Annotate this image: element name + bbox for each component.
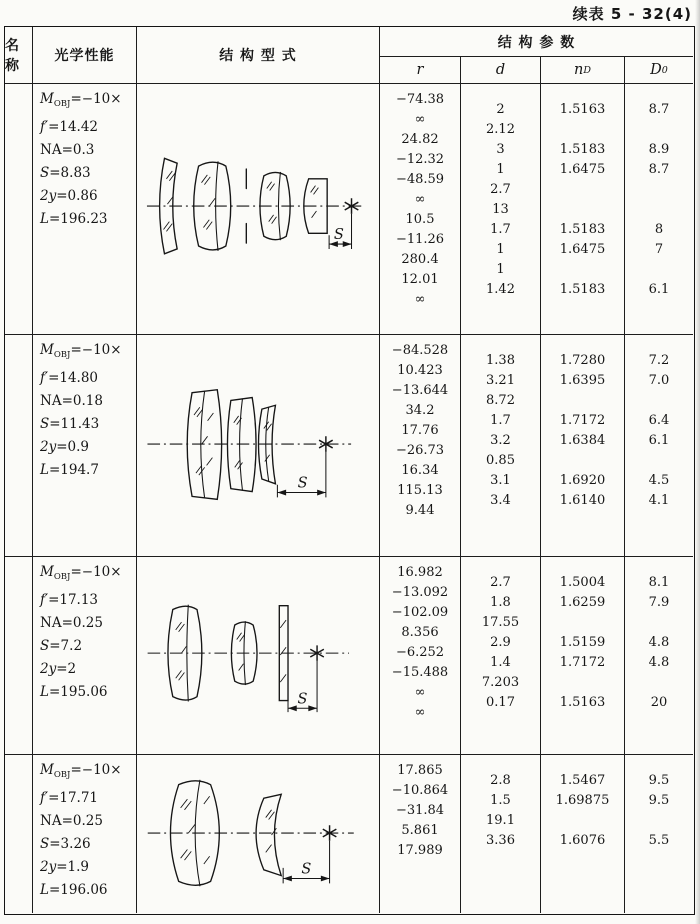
spec-value: =17.13: [48, 592, 99, 608]
param-value-D0: 4.1: [648, 493, 670, 508]
header-col-r: [379, 56, 460, 83]
param-col-D0: [624, 556, 693, 754]
param-value-D0: 7.0: [648, 373, 670, 388]
param-value-nD: 1.5467: [559, 773, 606, 788]
spec-variable: S: [40, 836, 50, 852]
spec-variable: f′: [40, 119, 49, 135]
param-value-r: −12.32: [395, 152, 445, 167]
param-value-d: 1.5: [490, 793, 511, 808]
spec-line: [40, 879, 134, 902]
spec-value: =0.25: [61, 813, 103, 829]
s-label: S: [301, 861, 312, 878]
optical-specs: [32, 83, 136, 334]
spec-variable: f′: [40, 790, 49, 806]
param-value-r: 10.423: [397, 363, 443, 378]
param-value-d: 1.8: [490, 595, 511, 610]
param-value-nD: 1.6475: [559, 162, 606, 177]
param-value-nD: [541, 180, 624, 200]
param-value-nD: [541, 613, 624, 633]
spec-value: =14.80: [48, 370, 99, 386]
spec-variable: 2y: [40, 859, 57, 875]
param-value-D0: [625, 451, 693, 471]
param-value-nD: 1.7172: [559, 655, 606, 670]
spec-line: [40, 635, 134, 658]
spec-variable: M: [40, 342, 54, 358]
s-dimension: [329, 214, 351, 249]
param-value-nD: 1.6920: [559, 473, 606, 488]
param-value-D0: 7.9: [648, 595, 670, 610]
param-value-d: 3.21: [486, 373, 515, 388]
spec-variable: S: [40, 165, 50, 181]
param-value-d: 13: [492, 202, 509, 217]
header-col-d0-sub: 0: [661, 64, 668, 76]
param-value-d: 3: [496, 142, 505, 157]
param-col-D0: [624, 334, 693, 556]
param-value-D0: 4.8: [648, 655, 670, 670]
param-value-r: 34.2: [405, 403, 435, 418]
param-value-r: −31.84: [395, 803, 445, 818]
param-value-r: 16.982: [397, 565, 443, 580]
header-col-nd-sub: D: [583, 64, 591, 76]
param-value-r: 280.4: [401, 252, 439, 267]
spec-value: =0.9: [56, 439, 89, 455]
param-value-r: 17.865: [397, 763, 443, 778]
param-value-nD: 1.6076: [559, 833, 606, 848]
spec-variable-subscript: OBJ: [53, 770, 71, 780]
param-value-nD: 1.6395: [559, 373, 606, 388]
spec-line: [40, 612, 134, 635]
spec-line: [40, 561, 134, 589]
param-col-r: [379, 334, 460, 556]
page-title: 续表 5 - 32(4): [572, 5, 692, 23]
lens-diagram: [136, 556, 379, 754]
name-cell: [5, 754, 32, 913]
param-value-nD: 1.7280: [559, 353, 606, 368]
spec-variable: 2y: [40, 661, 57, 677]
param-value-nD: 1.5159: [559, 635, 606, 650]
header-col-nd-label: n: [574, 62, 584, 78]
param-value-d: 2.12: [486, 122, 515, 137]
optical-specs: [32, 754, 136, 913]
header-optical-performance: 光学性能: [32, 27, 136, 83]
param-value-D0: [625, 613, 693, 633]
spec-variable-subscript: OBJ: [53, 572, 71, 582]
param-value-r: ∞: [414, 705, 426, 720]
spec-value: =−10×: [70, 342, 122, 358]
spec-variable: 2y: [40, 188, 57, 204]
spec-variable: M: [40, 91, 54, 107]
param-value-D0: 4.8: [648, 635, 670, 650]
param-value-nD: 1.5004: [559, 575, 606, 590]
name-cell: [5, 556, 32, 754]
spec-line: [40, 436, 134, 459]
param-value-r: −11.26: [395, 232, 445, 247]
param-value-r: −102.09: [391, 605, 449, 620]
lens-diagram: [136, 83, 379, 334]
param-value-nD: 1.6475: [559, 242, 606, 257]
param-value-D0: 8.7: [648, 102, 670, 117]
header-col-d0-label: D: [650, 62, 662, 78]
param-col-nD: [540, 83, 624, 334]
param-value-d: 3.36: [486, 833, 515, 848]
param-value-d: 3.4: [490, 493, 511, 508]
param-value-d: 2.7: [490, 182, 511, 197]
param-value-nD: [541, 200, 624, 220]
param-value-D0: 8: [654, 222, 664, 237]
header-col-nd: [540, 56, 624, 83]
param-value-nD: [541, 391, 624, 411]
param-col-d: [460, 334, 540, 556]
param-col-nD: [540, 556, 624, 754]
s-dimension: [288, 660, 317, 711]
param-value-D0: [625, 391, 693, 411]
spec-variable-subscript: OBJ: [53, 350, 71, 360]
param-value-D0: [625, 180, 693, 200]
spec-value: =0.25: [61, 615, 103, 631]
spec-value: =0.3: [61, 142, 95, 158]
name-cell: [5, 83, 32, 334]
param-value-r: −10.864: [391, 783, 449, 798]
param-value-D0: 6.4: [648, 413, 670, 428]
param-value-D0: [625, 260, 693, 280]
param-value-d: 2.9: [490, 635, 511, 650]
spec-variable: f′: [40, 370, 49, 386]
param-value-D0: [625, 811, 693, 831]
param-col-D0: [624, 754, 693, 913]
spec-variable: f′: [40, 592, 49, 608]
s-label: S: [297, 690, 308, 707]
spec-variable: M: [40, 564, 54, 580]
name-cell: [5, 334, 32, 556]
spec-line: [40, 856, 134, 879]
spec-value: =14.42: [48, 119, 99, 135]
param-col-r: [379, 83, 460, 334]
spec-value: =3.26: [49, 836, 91, 852]
spec-variable: NA: [40, 393, 62, 409]
spec-value: =195.06: [48, 684, 108, 700]
param-value-d: 7.203: [481, 675, 520, 690]
param-value-d: 1: [496, 242, 505, 257]
param-value-r: −6.252: [395, 645, 445, 660]
spec-value: =196.06: [48, 882, 108, 898]
param-value-D0: 8.7: [648, 162, 670, 177]
spec-variable: NA: [40, 813, 62, 829]
spec-line: [40, 185, 134, 208]
param-value-nD: [541, 260, 624, 280]
spec-line: [40, 413, 134, 436]
spec-line: [40, 208, 134, 231]
param-value-d: 2.8: [490, 773, 511, 788]
lens-structure-svg: [145, 595, 371, 717]
param-value-r: −26.73: [395, 443, 445, 458]
param-value-D0: 5.5: [648, 833, 670, 848]
param-value-d: 1.7: [490, 413, 511, 428]
scan-edge-shadow: [695, 0, 700, 924]
spec-value: =2: [56, 661, 77, 677]
spec-variable: 2y: [40, 439, 57, 455]
spec-value: =7.2: [49, 638, 83, 654]
param-value-d: 8.72: [486, 393, 515, 408]
param-value-r: ∞: [414, 192, 426, 207]
spec-line: [40, 833, 134, 856]
param-value-r: 24.82: [401, 132, 439, 147]
spec-value: =−10×: [70, 91, 122, 107]
spec-line: [40, 681, 134, 704]
param-value-d: 1: [496, 162, 505, 177]
spec-line: [40, 459, 134, 482]
spec-value: =17.71: [48, 790, 99, 806]
param-value-nD: 1.7172: [559, 413, 606, 428]
param-col-d: [460, 83, 540, 334]
spec-value: =194.7: [48, 462, 99, 478]
param-col-d: [460, 556, 540, 754]
param-value-r: 17.989: [397, 843, 443, 858]
spec-value: =0.86: [56, 188, 98, 204]
param-value-r: 10.5: [405, 212, 435, 227]
param-col-r: [379, 754, 460, 913]
param-value-d: 1.42: [486, 282, 515, 297]
param-value-nD: 1.69875: [555, 793, 610, 808]
header-col-d: [460, 56, 540, 83]
spec-line: [40, 759, 134, 787]
param-value-D0: 8.9: [648, 142, 670, 157]
param-value-D0: 4.5: [648, 473, 670, 488]
param-value-d: 3.2: [490, 433, 511, 448]
spec-line: [40, 390, 134, 413]
param-value-D0: [625, 120, 693, 140]
param-value-r: ∞: [414, 292, 426, 307]
param-value-D0: 9.5: [648, 793, 670, 808]
param-value-d: 2: [496, 102, 505, 117]
param-value-nD: 1.5183: [559, 222, 606, 237]
param-col-D0: [624, 83, 693, 334]
param-value-nD: 1.5183: [559, 282, 606, 297]
param-value-r: −48.59: [395, 172, 445, 187]
param-value-D0: [625, 673, 693, 693]
spec-variable: S: [40, 638, 50, 654]
param-value-r: −15.488: [391, 665, 449, 680]
param-value-nD: 1.6384: [559, 433, 606, 448]
param-value-D0: 9.5: [648, 773, 670, 788]
param-value-nD: [541, 673, 624, 693]
param-value-d: 2.7: [490, 575, 511, 590]
spec-variable: M: [40, 762, 54, 778]
table: [4, 26, 695, 915]
s-dimension: [283, 841, 329, 884]
param-value-r: 9.44: [405, 503, 435, 518]
spec-variable: L: [40, 882, 49, 898]
param-value-nD: [541, 811, 624, 831]
param-value-r: −84.528: [391, 343, 449, 358]
param-value-D0: 7: [654, 242, 664, 257]
spec-line: [40, 116, 134, 139]
spec-line: [40, 658, 134, 681]
param-value-D0: 6.1: [648, 282, 670, 297]
optical-specs: [32, 556, 136, 754]
param-col-nD: [540, 334, 624, 556]
spec-value: =−10×: [70, 564, 122, 580]
optical-specs: [32, 334, 136, 556]
spec-variable: NA: [40, 142, 62, 158]
param-value-nD: 1.6259: [559, 595, 606, 610]
param-value-r: 17.76: [401, 423, 439, 438]
param-value-r: −13.092: [391, 585, 449, 600]
header-name: 名称: [5, 38, 20, 74]
spec-line: [40, 162, 134, 185]
param-value-nD: 1.5163: [559, 695, 606, 710]
param-value-d: 3.1: [490, 473, 511, 488]
spec-line: [40, 139, 134, 162]
spec-line: [40, 787, 134, 810]
param-value-r: 115.13: [397, 483, 443, 498]
param-value-d: 19.1: [486, 813, 515, 828]
header-structure-type: 结 构 型 式: [136, 27, 379, 83]
spec-line: [40, 589, 134, 612]
param-value-d: 0.85: [486, 453, 515, 468]
spec-variable: L: [40, 684, 49, 700]
spec-variable: NA: [40, 615, 62, 631]
spec-value: =11.43: [49, 416, 100, 432]
param-value-D0: 20: [650, 695, 668, 710]
param-value-nD: [541, 451, 624, 471]
param-value-r: 5.861: [401, 823, 439, 838]
param-value-r: −74.38: [395, 92, 445, 107]
param-value-D0: 8.1: [648, 575, 670, 590]
param-col-d: [460, 754, 540, 913]
lens-diagram: [136, 334, 379, 556]
param-value-r: 12.01: [401, 272, 439, 287]
spec-line: [40, 810, 134, 833]
spec-line: [40, 339, 134, 367]
param-value-r: 16.34: [401, 463, 439, 478]
param-value-d: 1.4: [490, 655, 511, 670]
param-value-d: 0.17: [486, 695, 515, 710]
param-col-r: [379, 556, 460, 754]
param-value-D0: [625, 200, 693, 220]
param-value-r: −13.644: [391, 383, 449, 398]
param-value-d: 1.7: [490, 222, 511, 237]
param-value-d: 1: [496, 262, 505, 277]
param-value-r: ∞: [414, 685, 426, 700]
param-col-nD: [540, 754, 624, 913]
header-col-d0: [624, 56, 693, 83]
spec-line: [40, 367, 134, 390]
param-value-r: ∞: [414, 112, 426, 127]
s-label: S: [297, 475, 308, 492]
param-value-D0: 7.2: [648, 353, 670, 368]
param-value-d: 17.55: [481, 615, 520, 630]
header-col-r-label: r: [416, 62, 424, 78]
param-value-nD: 1.6140: [559, 493, 606, 508]
header-col-d-label: d: [495, 62, 506, 78]
lens-structure-svg: [145, 775, 371, 893]
spec-value: =1.9: [56, 859, 89, 875]
param-value-nD: [541, 120, 624, 140]
spec-variable: S: [40, 416, 50, 432]
spec-line: [40, 88, 134, 116]
lens-structure-svg: [145, 149, 371, 269]
spec-value: =196.23: [48, 211, 108, 227]
param-value-D0: 6.1: [648, 433, 670, 448]
spec-value: =0.18: [61, 393, 103, 409]
spec-value: =−10×: [70, 762, 122, 778]
spec-variable: L: [40, 211, 49, 227]
param-value-d: 1.38: [486, 353, 515, 368]
param-value-nD: 1.5183: [559, 142, 606, 157]
s-dimension: [277, 451, 325, 497]
s-label: S: [333, 226, 344, 244]
header-structure-parameters: 结 构 参 数: [379, 27, 693, 56]
lens-diagram: [136, 754, 379, 913]
param-value-nD: 1.5163: [559, 102, 606, 117]
spec-value: =8.83: [49, 165, 91, 181]
spec-variable-subscript: OBJ: [53, 99, 71, 109]
lens-structure-svg: [145, 382, 371, 510]
spec-variable: L: [40, 462, 49, 478]
param-value-r: 8.356: [401, 625, 439, 640]
